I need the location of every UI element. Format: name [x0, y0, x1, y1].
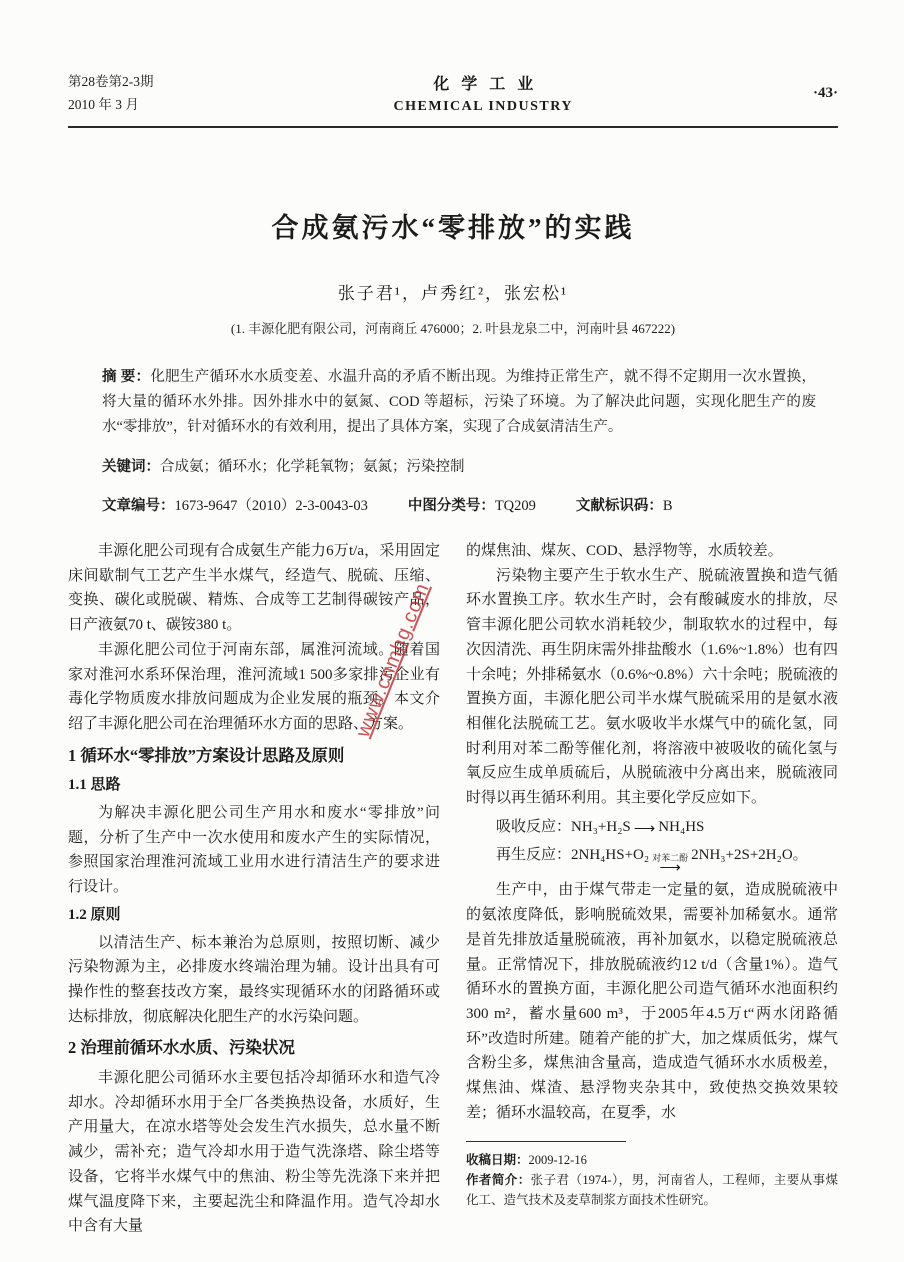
article-title: 合成氨污水“零排放”的实践 — [271, 213, 635, 243]
abstract-label: 摘 要： — [102, 369, 151, 385]
regeneration-reaction — [466, 843, 838, 877]
paragraph: 污染物主要产生于软水生产、脱硫液置换和造气循环水置换工序。软水生产时，会有酸碱废水的排放，尽管丰源化肥公司软水消耗较少，制取软水的过程中，每次因清洗、再生阴床需外排盐酸水（1.6%~1.8%）也有四十余吨；外排稀氨水（0.6%~0.8%）六十余吨；脱硫液的置换方面，丰源化肥公司半水煤气脱硫采用的是氨水液相催化法脱硫工艺。氨水吸收半水煤气中的硫化氢，同时利用对苯二酚等催化剂，将溶液中被吸收的硫化氢与氧反应生成单质硫后，从脱硫液中分离出来，脱硫液同时得以再生循环利用。其主要化学反应如下。 — [466, 567, 838, 807]
footnote-rule — [466, 1141, 626, 1142]
abstract — [68, 365, 838, 440]
reaction2-lhs: 2NH₄HS+O₂ — [571, 847, 650, 864]
subsection-heading-1-1: 1.1 思路 — [68, 777, 121, 794]
journal-header — [68, 70, 838, 128]
journal-name-en: CHEMICAL INDUSTRY — [393, 99, 573, 114]
absorption-reaction — [466, 815, 838, 840]
keywords-line — [68, 455, 838, 480]
page-number: ·43· — [812, 84, 838, 101]
abstract-text: 化肥生产循环水水质变差、水温升高的矛盾不断出现。为维持正常生产，就不得不定期用一次水置换，将大量的循环水外排。因外排水中的氨氮、COD 等超标，污染了环境。为了解决此问题，实现化肥生产的废水“零排放”，针对循环水的有效利用，提出了具体方案，实现了合成氨清洁生产。 — [102, 369, 817, 435]
doc-code-label: 文献标识码： — [575, 498, 663, 514]
bio-label: 作者简介： — [466, 1173, 531, 1188]
volume-issue: 第28卷第2-3期 — [68, 74, 154, 89]
article-meta-line — [68, 494, 838, 519]
keywords-label: 关键词： — [102, 458, 160, 475]
paragraph: 丰源化肥公司现有合成氨生产能力6万t/a，采用固定床间歇制气工艺产生半水煤气，经造气、脱硫、压缩、变换、碳化或脱碳、精炼、合成等工艺制得碳铵产品，日产液氨70 t、碳铵380 t。 — [68, 543, 440, 634]
paragraph: 丰源化肥公司位于河南东部，属淮河流域。随着国家对淮河水系环保治理，淮河流域1 500多家排污企业有毒化学物质废水排放问题成为企业发展的瓶颈。本文介绍了丰源化肥公司在治理循环水方面的思路、方案。 — [68, 641, 440, 732]
keywords-text: 合成氨；循环水；化学耗氧物；氨氮；污染控制 — [160, 458, 465, 475]
right-column — [466, 539, 838, 1239]
clc-number: TQ209 — [494, 498, 536, 514]
reaction-arrow-with-catalyst: 对苯二酚 ⟶ — [652, 853, 689, 877]
author-bio-line — [466, 1170, 838, 1210]
issue-date: 2010 年 3 月 — [68, 97, 139, 112]
doc-code: B — [662, 498, 673, 514]
received-date-line — [466, 1150, 838, 1170]
section-heading-2: 2 治理前循环水水质、污染状况 — [68, 1038, 295, 1058]
site-watermark: www.cnmhg.com — [352, 579, 434, 741]
received-label: 收稿日期： — [466, 1153, 529, 1168]
received-date: 2009-12-16 — [528, 1153, 587, 1168]
catalyst-label: 对苯二酚 — [652, 853, 689, 864]
paragraph: 丰源化肥公司循环水主要包括冷却循环水和造气冷却水。冷却循环水用于全厂各类换热设备，水质好，生产用量大，在凉水塔等处会发生汽水损失，总水量不断减少，需补充；造气冷却水用于造气洗涤塔、除尘塔等设备，它将半水煤气中的焦油、粉尘等先洗涤下来并把煤气温度降下来，主要起洗尘和降温作用。造气冷却水中含有大量 — [68, 1070, 440, 1235]
reaction1-label: 吸收反应： — [496, 818, 572, 835]
affiliation-line: (1. 丰源化肥有限公司，河南商丘 476000；2. 叶县龙泉二中，河南叶县 467222) — [230, 321, 676, 336]
bio-text: 张子君（1974-），男，河南省人，工程师，主要从事煤化工、造气技术及麦草制浆方面技术性研究。 — [466, 1173, 838, 1208]
reaction2-label: 再生反应： — [496, 847, 572, 864]
reaction1-rhs: NH₄HS — [658, 818, 705, 835]
paragraph: 以清洁生产、标本兼治为总原则，按照切断、减少污染物源为主，必排废水终端治理为辅。设计出具有可操作性的整套技改方案，最终实现循环水的闭路循环或达标排放，彻底解决化肥生产的水污染问题。 — [68, 934, 440, 1025]
left-column — [68, 539, 440, 1239]
body-columns — [68, 539, 838, 1239]
article-no-label: 文章编号： — [102, 498, 175, 514]
footnote-block — [466, 1141, 838, 1210]
paragraph: 为解决丰源化肥公司生产用水和废水“零排放”问题，分析了生产中一次水使用和废水产生的实际情况，参照国家治理淮河流域工业用水进行清洁生产的要求进行设计。 — [68, 805, 440, 896]
reaction-arrow: ⟶ — [633, 820, 656, 837]
article-no: 1673-9647（2010）2-3-0043-03 — [174, 498, 368, 514]
reaction2-rhs: 2NH₃+2S+2H₂O。 — [691, 847, 808, 864]
clc-label: 中图分类号： — [407, 498, 495, 514]
section-heading-1: 1 循环水“零排放”方案设计思路及原则 — [68, 745, 345, 765]
authors-line: 张子君¹，卢秀红²，张宏松¹ — [337, 284, 569, 303]
reaction1-lhs: NH₃+H₂S — [571, 818, 631, 835]
issue-info — [68, 70, 154, 116]
paragraph-continuation: 的煤焦油、煤灰、COD、悬浮物等，水质较差。 — [466, 543, 783, 559]
journal-name — [394, 71, 573, 115]
journal-name-cn: 化学工业 — [433, 76, 546, 93]
subsection-heading-1-2: 1.2 原则 — [68, 906, 121, 923]
paragraph: 生产中，由于煤气带走一定量的氨，造成脱硫液中的氨浓度降低，影响脱硫效果，需要补加稀氨水。通常是首先排放适量脱硫液，再补加氨水，以稳定脱硫液总量。正常情况下，排放脱硫液约12 t/d（含量1%）。造气循环水的置换方面，丰源化肥公司造气循环水池面积约300 m²，蓄水量600 m³，于2005年4.5万t“两水闭路循环”改造时所建。随着产能的扩大，加之煤质低劣，煤气含粉尘多，煤焦油含量高，造成造气循环水水质极差，煤焦油、煤渣、悬浮物夹杂其中，致使热交换效果较差；循环水温较高，在夏季，水 — [466, 882, 838, 1121]
